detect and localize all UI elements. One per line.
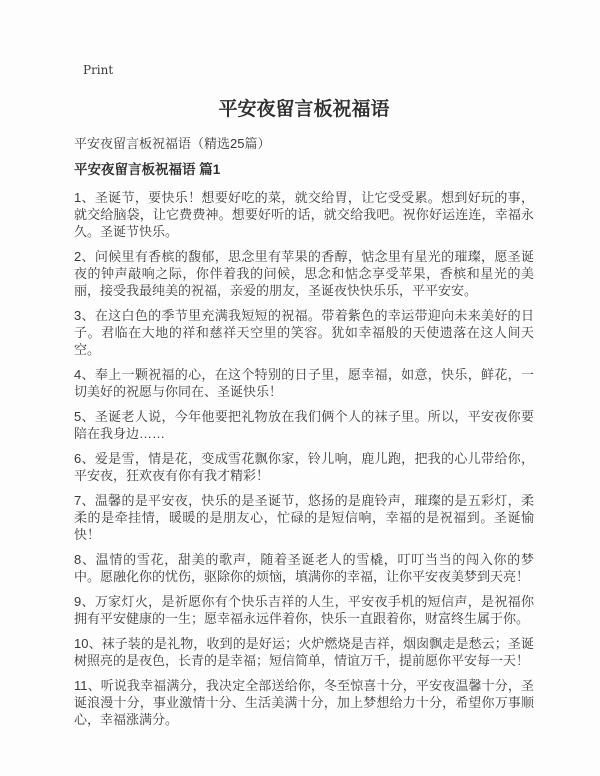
paragraph-7: 7、温馨的是平安夜，快乐的是圣诞节，悠扬的是鹿铃声，璀璨的是五彩灯，柔柔的是牵挂情，暖暖的是朋友心，忙碌的是短信响，幸福的是祝福到。圣诞愉快！ [74, 493, 534, 542]
paragraph-1: 1、圣诞节，要快乐！想要好吃的菜，就交给胃，让它受受累。想到好玩的事，就交给脑袋，让它费费神。想要好听的话，就交给我吧。祝你好运连连，幸福永久。圣诞节快乐。 [74, 190, 534, 239]
paragraph-8: 8、温情的雪花，甜美的歌声，随着圣诞老人的雪橇，叮叮当当的闯入你的梦中。愿融化你的忧伤，驱除你的烦恼，填满你的幸福，让你平安夜美梦到天亮！ [74, 552, 534, 584]
print-link[interactable]: Print [83, 63, 114, 77]
paragraph-4: 4、奉上一颗祝福的心，在这个特别的日子里，愿幸福，如意，快乐，鲜花，一切美好的祝愿与你同在、圣诞快乐！ [74, 367, 534, 399]
paragraph-3: 3、在这白色的季节里充满我短短的祝福。带着紫色的幸运带迎向未来美好的日子。君临在大地的祥和慈祥天空里的笑容。犹如幸福般的天使遗落在这人间天空。 [74, 308, 534, 357]
paragraph-5: 5、圣诞老人说，今年他要把礼物放在我们俩个人的袜子里。所以，平安夜你要陪在我身边…… [74, 409, 534, 441]
paragraph-11: 11、听说我幸福满分，我决定全部送给你，冬至惊喜十分，平安夜温馨十分，圣诞浪漫十分，事业激情十分、生活美满十分，加上梦想给力十分，希望你万事顺心，幸福涨满分。 [74, 678, 534, 727]
paragraph-9: 9、万家灯火，是祈愿你有个快乐吉祥的人生，平安夜手机的短信声，是祝福你拥有平安健康的一生；愿幸福永远伴着你，快乐一直跟着你，财富终生属于你。 [74, 594, 534, 626]
paragraph-6: 6、爱是雪，情是花，变成雪花飘你家，铃儿响，鹿儿跑，把我的心儿带给你，平安夜，狂欢夜有你有我才精彩！ [74, 451, 534, 483]
page-title: 平安夜留言板祝福语 [218, 99, 390, 120]
document-body [74, 189, 534, 728]
paragraph-10: 10、袜子装的是礼物，收到的是好运；火炉燃烧是吉祥，烟囱飘走是愁云；圣诞树照亮的是夜色，长青的是幸福；短信简单，情谊万千，提前愿你平安每一天！ [74, 636, 534, 668]
section-heading: 平安夜留言板祝福语 篇1 [74, 162, 221, 177]
paragraph-2: 2、问候里有香槟的馥郁，思念里有苹果的香醇，惦念里有星光的璀璨，愿圣诞夜的钟声敲响之际，你伴着我的问候，思念和惦念享受苹果，香槟和星光的美丽，接受我最纯美的祝福，亲爱的朋友，圣诞夜快快乐乐，平平安安。 [74, 249, 534, 298]
document-subtitle: 平安夜留言板祝福语（精选25篇） [74, 136, 271, 151]
